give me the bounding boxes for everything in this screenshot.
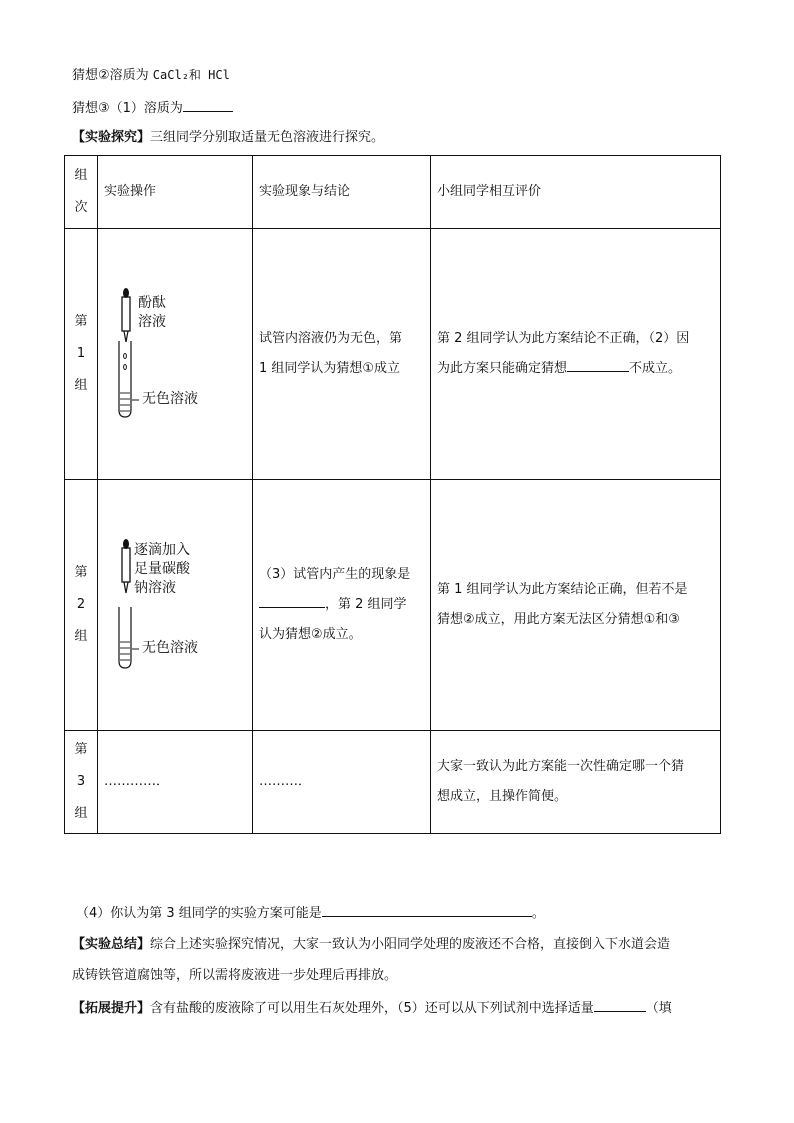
evaluation-line xyxy=(437,354,714,384)
extension-text: 含有盐酸的废液除了可以用生石灰处理外，（5）还可以从下列试剂中选择适量 xyxy=(150,1001,594,1016)
reagent-label-line: 足量碳酸 xyxy=(134,561,190,577)
dropper-test-tube-diagram xyxy=(112,535,252,675)
evaluation-cell xyxy=(431,731,721,834)
answer-blank-3[interactable] xyxy=(259,593,325,608)
result-line: （3）试管内产生的现象是 xyxy=(259,567,411,582)
group-number: 1 xyxy=(76,346,86,361)
result-cell xyxy=(253,229,431,480)
answer-blank-4[interactable] xyxy=(322,902,532,917)
summary-paragraph xyxy=(72,929,722,991)
evaluation-cell xyxy=(431,229,721,480)
evaluation-text: 为此方案只能确定猜想 xyxy=(437,361,568,376)
table-header-row xyxy=(65,156,721,229)
header-group-line1: 组 xyxy=(74,168,88,183)
evaluation-line: 猜想②成立，用此方案无法区分猜想①和③ xyxy=(437,612,680,627)
reagent-label xyxy=(134,541,190,598)
table-row xyxy=(65,229,721,480)
evaluation-line: 第 1 组同学认为此方案结论正确，但若不是 xyxy=(437,582,688,597)
table-row xyxy=(65,480,721,731)
question-4-end: 。 xyxy=(531,906,545,921)
answer-blank-1[interactable] xyxy=(183,97,233,112)
evaluation-line: 第 2 组同学认为此方案结论不正确，（2）因 xyxy=(437,331,690,346)
experiment-text: 三组同学分别取适量无色溶液进行探究。 xyxy=(150,130,385,145)
reagent-label-line: 逐滴加入 xyxy=(134,542,190,558)
result-line: 1 组同学认为猜想①成立 xyxy=(259,361,401,376)
operation-cell xyxy=(98,229,253,480)
group-cell xyxy=(65,480,98,731)
guess-2-formula: CaCl₂和 HCl xyxy=(152,68,230,82)
tube-label: 无色溶液 xyxy=(142,391,198,407)
evaluation-line: 大家一致认为此方案能一次性确定哪一个猜 xyxy=(437,759,685,774)
answer-blank-5[interactable] xyxy=(594,997,646,1012)
group-number: 2 xyxy=(76,597,86,612)
experiment-table xyxy=(64,155,721,834)
header-evaluation: 小组同学相互评价 xyxy=(431,156,721,229)
guess-2-line xyxy=(72,64,230,87)
operation-cell: …………． xyxy=(98,731,253,834)
summary-tag: 【实验总结】 xyxy=(72,937,151,952)
header-result: 实验现象与结论 xyxy=(253,156,431,229)
reagent-label-line: 钠溶液 xyxy=(134,580,176,596)
group-cell xyxy=(65,229,98,480)
question-4 xyxy=(76,902,545,925)
guess-2-prefix: 猜想②溶质为 xyxy=(72,68,153,83)
table-row xyxy=(65,731,721,834)
experiment-heading xyxy=(72,127,384,149)
group-label: 组 xyxy=(74,378,88,393)
evaluation-line: 想成立，且操作简便。 xyxy=(437,789,568,804)
guess-3-line xyxy=(72,97,233,120)
group-cell xyxy=(65,731,98,834)
result-cell: ………． xyxy=(253,731,431,834)
evaluation-cell xyxy=(431,480,721,731)
dropper-test-tube-diagram xyxy=(112,284,252,424)
reagent-label-line: 酚酞 xyxy=(138,295,166,311)
operation-cell xyxy=(98,480,253,731)
summary-line xyxy=(72,929,722,960)
header-group-line2: 次 xyxy=(74,200,88,215)
result-cell xyxy=(253,480,431,731)
reagent-label xyxy=(138,294,166,332)
reagent-label-line: 溶液 xyxy=(138,314,166,330)
question-4-text: （4）你认为第 3 组同学的实验方案可能是 xyxy=(76,906,322,921)
header-operation: 实验操作 xyxy=(98,156,253,229)
result-line: 认为猜想②成立。 xyxy=(259,627,362,642)
summary-line: 成铸铁管道腐蚀等，所以需将废液进一步处理后再排放。 xyxy=(72,968,398,983)
extension-tag: 【拓展提升】 xyxy=(72,1001,151,1016)
result-line: 试管内溶液仍为无色，第 xyxy=(259,331,403,346)
tube-label: 无色溶液 xyxy=(142,640,198,656)
result-text: ，第 2 组同学 xyxy=(325,597,407,612)
header-group xyxy=(65,156,98,229)
group-label: 组 xyxy=(74,629,88,644)
summary-text: 综合上述实验探究情况，大家一致认为小阳同学处理的废液还不合格，直接倒入下水道会造 xyxy=(150,937,671,952)
extension-end: （填 xyxy=(645,1001,672,1016)
extension-paragraph xyxy=(72,993,722,1024)
group-label: 第 xyxy=(74,565,88,580)
group-label: 组 xyxy=(74,806,88,821)
guess-3-text: 猜想③（1）溶质为 xyxy=(72,101,183,116)
group-number: 3 xyxy=(76,774,86,789)
evaluation-text: 不成立。 xyxy=(629,361,682,376)
answer-blank-2[interactable] xyxy=(567,357,629,372)
group-label: 第 xyxy=(74,742,88,757)
result-line xyxy=(259,590,424,620)
group-label: 第 xyxy=(74,314,88,329)
experiment-tag: 【实验探究】 xyxy=(72,130,151,145)
